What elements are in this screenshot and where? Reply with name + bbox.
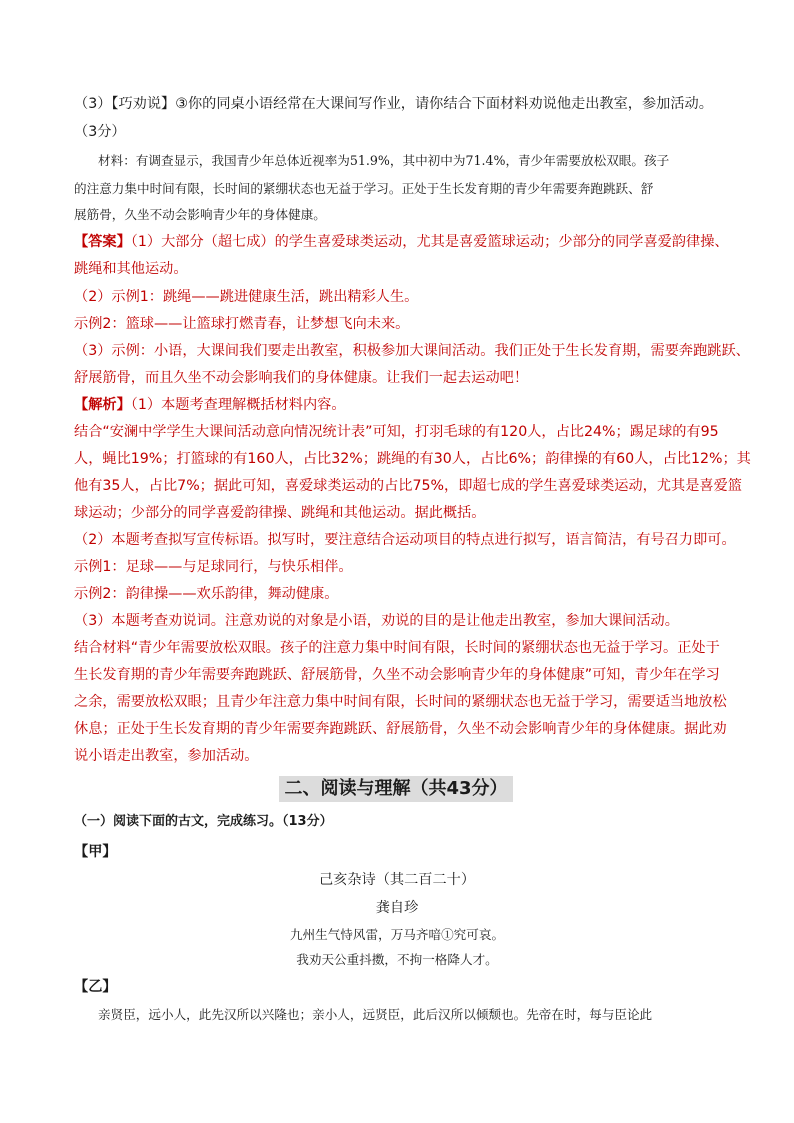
q3-line-1: （3）【巧劝说】③你的同桌小语经常在大课间写作业，请你结合下面材料劝说他走出教室，参加活动。 bbox=[74, 96, 713, 112]
yi-label: 【乙】 bbox=[74, 979, 117, 995]
answer-line-4: 示例2：篮球——让篮球打燃青春，让梦想飞向未来。 bbox=[74, 316, 410, 332]
poem-author: 龚自珍 bbox=[375, 900, 419, 916]
analysis-line-10: 结合材料“青少年需要放松双眼。孩子的注意力集中时间有限，长时间的紧绷状态也无益于学习。正处于 bbox=[74, 640, 720, 656]
answer-line-3: （2）示例1：跳绳——跳进健康生活，跳出精彩人生。 bbox=[74, 289, 419, 305]
answer-line-2: 跳绳和其他运动。 bbox=[74, 261, 188, 277]
analysis-text-1: （1）本题考查理解概括材料内容。 bbox=[130, 397, 346, 413]
answer-tag: 【答案】 bbox=[74, 234, 131, 250]
material-line-2: 的注意力集中时间有限，长时间的紧绷状态也无益于学习。正处于生长发育期的青少年需要奔跑跳跃、舒 bbox=[74, 181, 654, 196]
section-title: 二、阅读与理解（共43分） bbox=[279, 776, 513, 802]
answer-line-1 bbox=[74, 232, 729, 252]
analysis-line-6: （2）本题考查拟写宣传标语。拟写时，要注意结合运动项目的特点进行拟写，语言简洁，有号召力即可。 bbox=[74, 532, 736, 548]
answer-line-6: 舒展筋骨，而且久坐不动会影响我们的身体健康。让我们一起去运动吧！ bbox=[74, 370, 529, 386]
analysis-line-5: 球运动；少部分的同学喜爱韵律操、跳绳和其他运动。据此概括。 bbox=[74, 505, 486, 521]
reading-intro: （一）阅读下面的古文，完成练习。（13分） bbox=[74, 814, 333, 829]
material-line-3: 展筋骨，久坐不动会影响青少年的身体健康。 bbox=[74, 207, 326, 222]
analysis-line-2: 结合“安澜中学学生大课间活动意向情况统计表”可知，打羽毛球的有120人，占比24%；踢足球的有95 bbox=[74, 424, 719, 440]
analysis-line-12: 之余，需要放松双眼；且青少年注意力集中时间有限，长时间的紧绷状态也无益于学习，需要适当地放松 bbox=[74, 694, 727, 710]
analysis-line-1 bbox=[74, 395, 346, 415]
material-line-1: 材料：有调查显示，我国青少年总体近视率为51.9%，其中初中为71.4%，青少年需要放松双眼。孩子 bbox=[98, 153, 670, 168]
poem-line-2: 我劝天公重抖擞，不拘一格降人才。 bbox=[296, 952, 498, 967]
analysis-line-7: 示例1：足球——与足球同行，与快乐相伴。 bbox=[74, 559, 353, 575]
poem-line-1: 九州生气恃风雷，万马齐喑①究可哀。 bbox=[289, 927, 505, 942]
analysis-line-3: 人，蝇比19%；打篮球的有160人，占比32%；跳绳的有30人，占比6%；韵律操的有60人，占比12%；其 bbox=[74, 451, 751, 467]
analysis-line-8: 示例2：韵律操——欢乐韵律，舞动健康。 bbox=[74, 586, 339, 602]
analysis-tag: 【解析】 bbox=[74, 397, 131, 413]
analysis-line-9: （3）本题考查劝说词。注意劝说的对象是小语，劝说的目的是让他走出教室，参加大课间活动。 bbox=[74, 613, 679, 629]
poem-title: 己亥杂诗（其二百二十） bbox=[318, 872, 476, 888]
analysis-line-11: 生长发育期的青少年需要奔跑跳跃、舒展筋骨，久坐不动会影响青少年的身体健康”可知，青少年在学习 bbox=[74, 667, 720, 683]
yi-line-1: 亲贤臣，远小人，此先汉所以兴隆也；亲小人，远贤臣，此后汉所以倾颓也。先帝在时，每与臣论此 bbox=[98, 1007, 653, 1022]
analysis-line-4: 他有35人，占比7%；据此可知，喜爱球类运动的占比75%，即超七成的学生喜爱球类运动，尤其是喜爱篮 bbox=[74, 478, 742, 494]
answer-text-1: （1）大部分（超七成）的学生喜爱球类运动，尤其是喜爱篮球运动；少部分的同学喜爱韵律操、 bbox=[130, 234, 729, 250]
jia-label: 【甲】 bbox=[74, 844, 117, 860]
answer-line-5: （3）示例：小语，大课间我们要走出教室，积极参加大课间活动。我们正处于生长发育期，需要奔跑跳跃、 bbox=[74, 343, 750, 359]
q3-line-2: （3分） bbox=[74, 124, 126, 140]
analysis-line-13: 休息；正处于生长发育期的青少年需要奔跑跳跃、舒展筋骨，久坐不动会影响青少年的身体健康。据此劝 bbox=[74, 721, 727, 737]
analysis-line-14: 说小语走出教室，参加活动。 bbox=[74, 748, 259, 764]
